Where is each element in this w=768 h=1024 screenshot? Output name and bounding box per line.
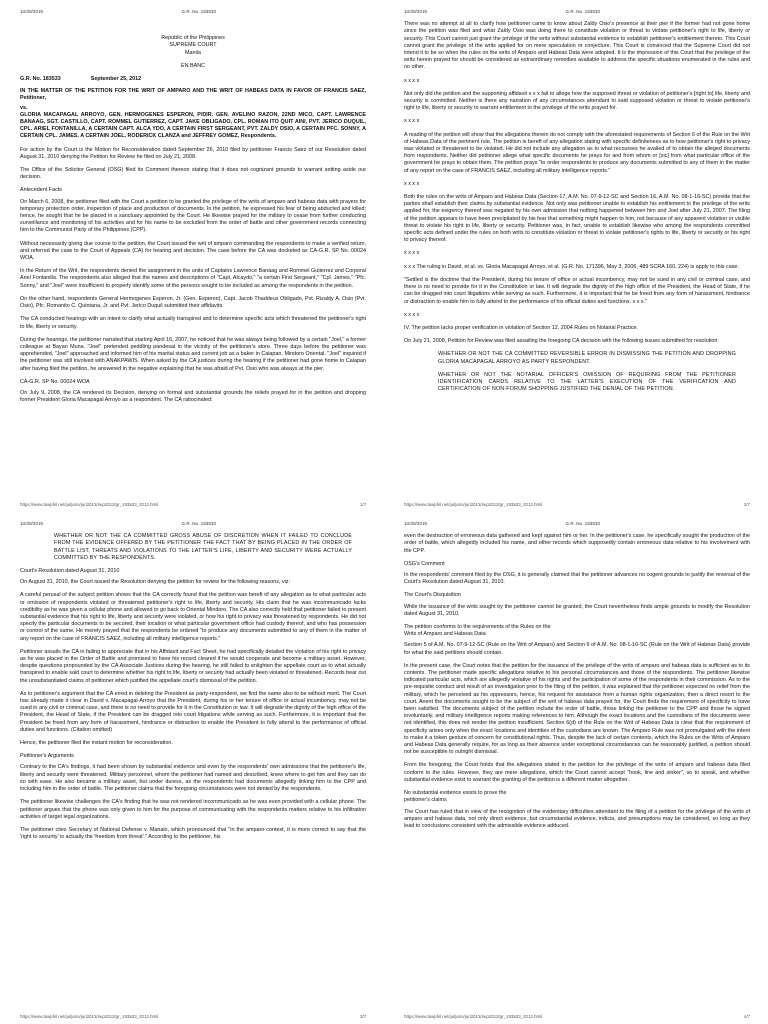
paragraph: The CA conducted hearings with an intent to clarify what actually transpired and to determine specific acts which threatened the petitioner's right to life, liberty or security. [20,316,366,330]
header-date: 10/30/2019 [404,9,427,14]
quoted-paragraph: A reading of the petition will show that the allegations therein do not comply with the aforestated requirements of Section 6 of the Rule on the Writ of Habeas Data of the pertinent rule. The petition is bereft of any allegation stating with specific definiteness as to how petitioner's right to privacy was violated or threatened to be violated. He did not include any allegation as to what recourses he availed of to obtain the alleged documents from respondents. Neither did petitioner allege what specific documents he prays for and from whom or [sic] from what particular office of the government he prays to obtain them. The petition prays "to order respondents to produce any documents submitted to any of them in the matter of any report on the case of FRANCIS SAEZ, including all military intelligence reports." [404,131,751,174]
banc: EN BANC [181,62,205,69]
paragraph: In the present case, the Court notes that the petition for the issuance of the privilege of the writs of amparo and habeas data is sufficient as to its contents. The petitioner made specific allegations relative to his personal circumstances and those of the respondents. The petitioner likewise indicated particular acts, which are allegedly violative of his rights and the participation of some of the respondents in their commission. As to the pre-requisite conduct and result of an investigation prior to the filing of the petition, it was explained that the petitioner expected no relief from the military, which he perceived as his oppressors, hence, his request for assistance from a human rights organization, then a direct resort to the court. Anent the documents sought to be the subject of the writ of habeas data prayed for, the Court finds the requirement of specificity to have been satisfied. The documents subject of the petition include the order of battle, those linking the petitioner to the CPP and those he signed involuntarily, and military intelligence reports making references to him. Although the exact locations and the custodians of the documents were not identified, this does not render the petition insufficient. Section 6(d) of the Rule on the Writ of Habeas Data is clear that the requirement of specificity arises only when the exact locations and identities of the custodians are known. The Amparo Rule was not promulgated with the intent to make it a token gesture of concern for constitutional rights. Thus, despite the lack of certain contents, which the Rules on the Writs of Amparo and Habeas Data generally require, for as long as their absence under exceptional circumstances can be reasonably justified, a petition should not be susceptible to outright dismissal. [404,662,750,756]
header-date: 10/30/2019 [404,521,427,526]
paragraph: On August 31, 2010, the Court issued the Resolution denying the petition for review for the following reasons, viz: [20,579,290,586]
page-number: 4/7 [743,1014,750,1019]
paragraph: On July 21, 2008, Petition for Review was filed assailing the foregoing CA decision with the following issues submitted for resolution: [404,338,719,345]
quoted-paragraph: There was no attempt at all to clarify how petitioner came to know about Zaldy Osio's presence at their pier if the former had not gone home since the petition was filed and what Zaldy Osio was doing there to constitute violation or threat to violate petitioner's right to life, liberty or security. This Court cannot just grant the privilege of the writs without substantial evidence to establish petitioner's entitlement thereto. This Court cannot grant the privilege of the writs applied for on mere speculation or conjecture. This Court is convinced that the Supreme Court did not intend it to be so when the rules on the writs of Amparo and Habeas Data were adopted. It is the impression of this Court that the privilege of the writs herein prayed for should be considered as extraordinary remedies available to address the specific situations enumerated in the rules and no other. [404,21,750,71]
page-footer [20,1014,366,1019]
header-case: G.R. No. 183533 [565,521,600,526]
header-case: G.R. No. 183533 [181,521,216,526]
document-page-1 [0,0,384,512]
paragraph: For action by the Court is the Motion for Reconsideration dated September 26, 2010 filed by petitioner Francis Saez of our Resolution dated August 31, 2010 denying the Petition for Review he filed on July 21, 2008. [20,146,366,160]
versus: vs. [20,104,28,111]
source-url-link[interactable]: https://www.lawphil.net/judjuris/juri2012/sep2012/gr_183533_2012.html [20,502,159,507]
page-footer [20,502,366,507]
page-header [404,8,750,15]
paragraph: even the destruction of erroneous data gathered and kept against him or her. In the petitioner's case, he specifically sought the production of the order of battle, which allegedly included his name, and other records which supposedly contain erroneous data relative to his involvement with the CPP. [404,533,750,554]
quoted-paragraph: IV. The petition lacks proper verification in violation of Section 12, 2004 Rules on Notarial Practice. [404,324,639,331]
paragraph: Petitioner assails the CA in failing to appreciate that in his Affidavit and Fact Sheet, he had specifically detailed the violation of his right to privacy as he was placed in the Order of Battle and promised to have his record cleared if he would cooperate and become a military asset. However, despite questions propounded by the CA Associate Justices during the hearing, he still failed to enlighten the appellate court as to what actually transpired to enable said court to determine whether his right to life, liberty or security had actually been violated or threatened. Records bear out the unsubstantiated claims of petitioner which justified the appellate court's dismissal of the petition. [20,648,366,684]
section-heading: The Court's Disquisition [404,592,461,599]
header-case: G.R. No. 183533 [565,9,600,14]
quoted-paragraph: Not only did the petition and the supporting affidavit x x x fail to allege how the supposed threat or violation of petitioner's [right to] life, liberty and security is committed. Neither is there any narration of any circumstances attendant to said supposed violation or threat to violate petitioner's right to life, liberty or security to warrant entitlement to the privilege of the writs prayed for. [404,90,750,112]
republic: Republic of the Philippines [161,35,225,42]
paragraph: In the Return of the Writ, the respondents denied the assignment in the units of Captains Lawrence Banaag and Rommel Gutierrez and Corporal Ariel Fontanilla. The respondents also alleged that the names and descriptions of "Capt. Alcaydo," "a certain First Sergeant," "Cpl. James," "Pfc. Sonny," and "Joel" were insufficient to properly identify some of the persons sought to be included as among the respondents in the petition. [20,268,366,289]
quoted-paragraph: "Settled is the doctrine that the President, during his tenure of office or actual incumbency, may not be sued in any civil or criminal case, and there is no need to provide for it in the Constitution or law. It will degrade the dignity of the high office of the President, the Head of State, if he can be dragged into court litigations while serving as such. Furthermore, it is important that he be freed from any form of harassment, hindrance or distraction to enable him to fully attend to the performance of his official duties and functions. x x x." [404,276,750,305]
paragraph: A careful perusal of the subject petition shows that the CA correctly found that the petition was bereft of any allegation as to what particular acts or omission of respondents violated or threatened petitioner's right to life, liberty and security. His claim that he was incommunicado lacks credibility as he was given a cellular phone and allowed to go back to Oriental Mindoro. The CA also correctly held that petitioner failed to present substantial evidence that his right to life, liberty and security were violated, or how his right to privacy was threatened by respondents. He did not specify the particular documents to be secured, their location or what particular government office had custody thereof, and who has possession or control of the same. He merely prayed that the respondents be ordered "to produce any documents submitted to any of them in the matter of any report on the case of FRANCIS SAEZ, including all military intelligence reports." [20,592,366,642]
source-url-link[interactable]: https://www.lawphil.net/judjuris/juri2012/sep2012/gr_183533_2012.html [404,1014,543,1019]
page-footer [404,1014,750,1019]
section-heading: OSG's Comment [404,560,445,567]
paragraph: On the other hand, respondents General Hermogenes Esperon, Jr. (Gen. Esperon), Capt. Jacob Thaddeus Obligado, Pvt. Rizaldy A. Osio (Pvt. Osio), Pfc. Romanito C. Quintana, Jr. and Pvt. Jerico Duquil submitted their affidavits. [20,295,366,310]
source-url-link[interactable]: https://www.lawphil.net/judjuris/juri2012/sep2012/gr_183533_2012.html [20,1014,159,1019]
decision-date: September 25, 2012 [90,76,142,83]
paragraph: On July 9, 2008, the CA rendered its Decision, denying on formal and substantial grounds the reliefs prayed for in the petition and dropping former President Gloria Macapagal Arroyo as a respondent. The CA ratiocinated: [20,389,366,404]
issue-item: WHETHER OR NOT THE NOTARIAL OFFICER'S OMISSION OF REQUIRING FROM THE PETITIONER IDENTIFICATION CARDS RELATIVE TO THE LATTER'S EXECUTION OF THE VERIFICATION AND CERTIFICATION OF NON-FORUM SHOPPING JUSTIFIED THE DENIAL OF THE PETITION. [438,371,736,393]
paragraph: While the issuance of the writs sought by the petitioner cannot be granted, the Court nevertheless finds ample grounds to modify the Resolution dated August 31, 2010. [404,603,750,617]
gr-number: G.R. No. 183533 [20,76,61,83]
page-header [404,520,750,527]
source-url-link[interactable]: https://www.lawphil.net/judjuris/juri2012/sep2012/gr_183533_2012.html [404,502,543,507]
case-caption: IN THE MATTER OF THE PETITION FOR THE WRIT OF AMPARO AND THE WRIT OF HABEAS DATA IN FAVOR OF FRANCIS SAEZ, Petitioner, [20,88,366,102]
paragraph: On March 6, 2008, the petitioner filed with the Court a petition to be granted the privilege of the writs of amparo and habeas data with prayers for temporary protection order, inspection of place and production of documents. In the petition, he expressed his fear of being abducted and killed; hence, he sought that he be placed in a sanctuary appointed by the Court. He likewise prayed for the military to cease from further conducting surveillance and monitoring of his activities and for his name to be excluded from the order of battle and other government records connecting him to the Communist Party of the Philippines (CPP). [20,198,366,234]
document-page-4 [384,512,768,1024]
ellipsis-marker: x x x x [404,118,420,125]
section-heading: Antecedent Facts [20,187,62,194]
respondents: GLORIA MACAPAGAL ARROYO, GEN. HERMOGENES ESPERON, P/DIR. GEN. AVELINO RAZON, 22ND MICO, CAPT. LAWRENCE BANAAG, SGT. CASTILLO, CAPT. ROMMEL GUTIERREZ, CAPT. JAKE OBLIGADO, CPL. ROMAN ITO QUIT AINI, PVT. JERICO DUQUIL, CPL. ARIEL FONTANILLA, A CERTAIN CAPT. ALCA YDO, A CERTAIN FIRST SERGEANT, PVT. ZALDY OSIO, A CERTAIN PFC. SONNY, A CERTAIN CPL. JAMES, A CERTAIN JOEL, RODERICK CLANZA and JEFFREY GOMEZ, Respondents. [20,111,366,140]
case-row [20,76,366,83]
page-header [20,520,366,527]
header-date: 10/30/2019 [20,521,43,526]
header-date: 10/30/2019 [20,9,43,14]
page-number: 3/7 [359,1014,366,1019]
paragraph: Section 5 of A.M. No. 07-9-12-SC (Rule on the Writ of Amparo) and Section 6 of A.M. No. 08-1-16-SC (Rule on the Writ of Habeas Data) provide for what the said petitions should contain. [404,642,750,656]
page-footer [404,502,750,507]
section-heading: The petition conforms to the requirements of the Rules on the Writs of Amparo and Habeas Data [404,624,551,638]
document-page-3 [0,512,384,1024]
court-heading [20,35,366,70]
page-header [20,8,366,15]
section-heading: CA-G.R. SP No. 00024 WOA [20,378,90,385]
paragraph: Contrary to the CA's findings, it had been shown by substantial evidence and even by the respondents' own admissions that the petitioner's life, liberty and security were threatened. Military personnel, whom the petitioner had named and described, knew where to get him and they can do so with ease. He also became a military asset, but under duress, as the respondents had documents allegedly linking him to the CPP and including him in the order of battle. The petitioner claims that the foregoing circumstances were not denied by the respondents. [20,764,366,793]
section-heading: Petitioner's Arguments [20,753,74,760]
ellipsis-marker: x x x x [404,250,420,257]
paragraph: The Office of the Solicitor General (OSG) filed its Comment thereon stating that it does not cognizant grounds to warrant setting aside our decision. [20,167,366,181]
paragraph: The petitioner cites Secretary of National Defense v. Manalo, which pronounced that "in the amparo context, it is more correct to say that the 'right to security' is actually the 'freedom from threat'." According to the petitioner, his [20,826,366,841]
header-case: G.R. No. 183533 [181,9,216,14]
page-number: 2/7 [743,502,750,507]
paragraph: Hence, the petitioner filed the instant motion for reconsideration. [20,740,173,747]
page-number: 1/7 [359,502,366,507]
paragraph: In the respondents' comment filed by the OSG, it is generally claimed that the petitioner advances no cogent grounds to justify the reversal of the Court's Resolution dated August 31, 2010. [404,572,750,586]
paragraph: Without necessarily giving due course to the petition, the Court issued the writ of amparo commanding the respondents to make a verified return, and referred the case to the Court of Appeals (CA) for hearing and decision. The case before the CA was docketed as CA-G.R. SP No. 00024 WOA. [20,240,366,262]
paragraph: The Court has ruled that in view of the recognition of the evidentiary difficulties attendant to the filing of a petition for the privilege of the writs of amparo and habeas data, not only direct evidence, but circumstantial evidence, indicia, and presumptions may be considered, so long as they lead to conclusions consistent with the admissible evidence adduced. [404,808,750,829]
paragraph: As to petitioner's argument that the CA erred in deleting the President as party-respondent, we find the same also to be without merit. The Court has already made it clear in David v. Macapagal-Arroyo that the President, during his or her tenure of office or actual incumbency, may not be sued in any civil or criminal case, and there is no need to provide for it in the Constitution or law. It will degrade the dignity of the high office of the President, the Head of State, if the President can be dragged into court litigations while serving as such. Furthermore, it is important that the President be freed from any form of harassment, hindrance or distraction to enable the President to fully attend to the performance of official duties and functions. (Citation omitted) [20,690,366,733]
quoted-paragraph: x x x The ruling in David, et al. vs. Gloria Macapagal Arroyo, et al. (G.R. No. 171396, May 3, 2006, 489 SCRA 160, 224) is apply to this case: [404,263,739,270]
issue-item: WHETHER OR NOT THE CA COMMITTED GROSS ABUSE OF DISCRETION WHEN IT FAILED TO CONCLUDE FROM THE EVIDENCE OFFERED BY THE PETITIONER THE FACT THAT BY BEING PLACED IN THE ORDER OF BATTLE LIST, THREATS AND VIOLATIONS TO THE LATTER'S LIFE, LIBERTY AND SECURITY WERE ACTUALLY COMMITTED BY THE RESPONDENTS. [54,533,352,561]
document-page-2 [384,0,768,512]
issue-item: WHETHER OR NOT THE CA COMMITTED REVERSIBLE ERROR IN DISMISSING THE PETITION AND DROPPING GLORIA MACAPAGAL ARROYO AS PARTY RESPONDENT. [438,351,736,365]
court-name: SUPREME COURT [169,42,217,49]
paragraph: From the foregoing, the Court holds that the allegations stated in the petition for the privilege of the writs of amparo and habeas data filed conform to the rules. However, they are mere allegations, which the Court cannot accept "hook, line and sinker", so to speak, and whether substantial evidence exist to warrant the granting of the petition is a different matter altogether. [404,762,750,783]
paragraph: During the hearings, the petitioner narrated that starting April 16, 2007, he noticed that he was always being followed by a certain "Joel," a former colleague at Bayan Muna. "Joel" pretended peddling pandesal in the vicinity of the petitioner's store. Three days before the petitioner was apprehended, "Joel" approached and informed him of his marital status and current job as a baker in Calapan, Mindoro Oriental. "Joel" inquired if the petitioner was still involved with ANAKPAWIS. When asked by the CA justices during the hearing if the petitioner had gone home to Calapan after having filed the petition, he answered in the negative explaining that he was afraid of Pvt. Osio who was always at the pier. [20,336,366,372]
city: Manila [185,49,201,56]
ellipsis-marker: x x x x [404,77,420,84]
section-heading: No substantial evidence exists to prove the petitioner's claims [404,790,507,804]
ellipsis-marker: x x x x [404,180,420,187]
paragraph: The petitioner likewise challenges the CA's finding that he was not rendered incommunicado as he was even provided with a cellular phone. The petitioner argues that the phone was only given to him for the purpose of communicating with the respondents matters relative to his infiltration activities of target legal organizations. [20,799,366,820]
section-heading: Court's Resolution dated August 31, 2010 [20,568,120,575]
ellipsis-marker: x x x x [404,311,420,318]
quoted-paragraph: Both the rules on the writs of Amparo and Habeas Data (Section 17, A.M. No. 07-9-12-SC and Section 16, A.M. No. 08-1-16-SC) provide that the parties shall establish their claims by substantial evidence. Not only was petitioner unable to establish his entitlement to the privilege of the writs applied for, the exigency thereof was negated by his own admission that nothing happened between him and Joel after July 21, 2007. The filing of the petition appears to have been precipitated by his fear that something might happen to him, not because of any apparent violation or visible threat to violate his right to life, liberty or security. Petitioner was, in fact, unable to establish likewise who among the respondents committed specific acts defined under the rules on both writs to constitute violation or threat to violate petitioner's rights to life, liberty or security or his right to privacy thereof. [404,194,750,244]
